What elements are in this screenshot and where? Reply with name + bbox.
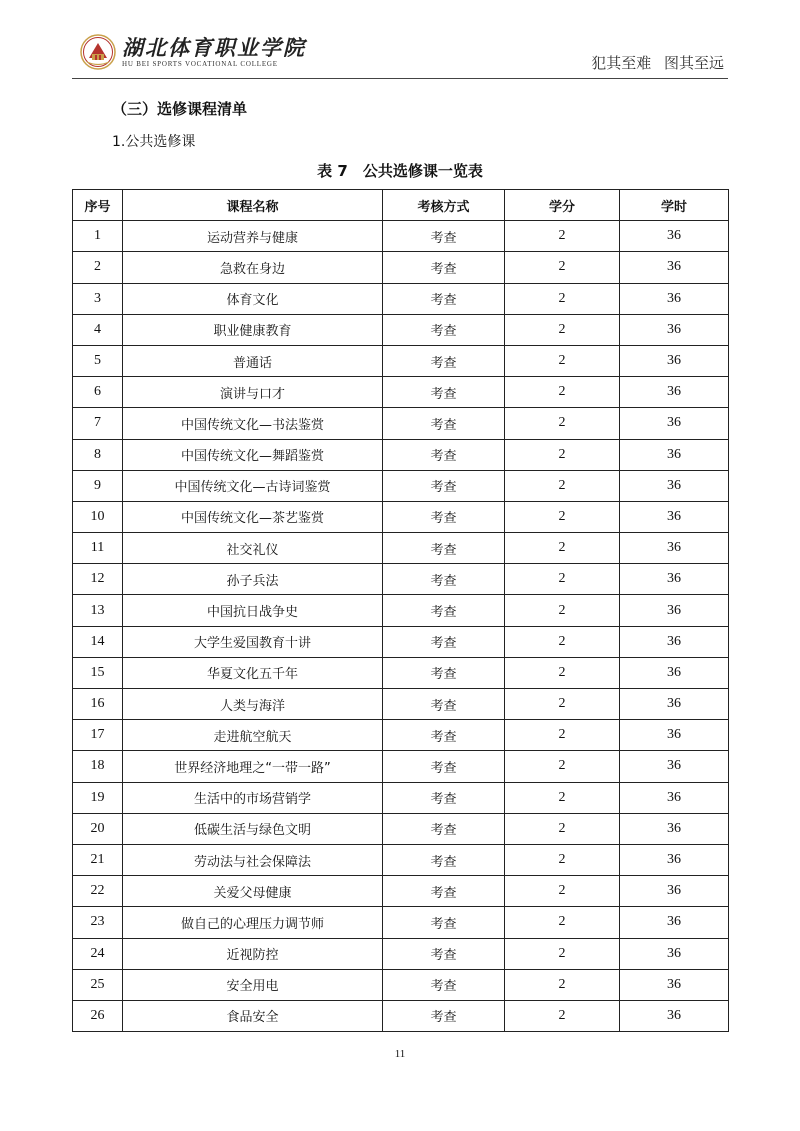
cell-credits: 2 xyxy=(505,751,620,782)
cell-course-name: 生活中的市场营销学 xyxy=(123,782,383,813)
cell-index: 12 xyxy=(73,564,123,595)
cell-hours: 36 xyxy=(620,720,729,751)
cell-course-name: 普通话 xyxy=(123,345,383,376)
cell-hours: 36 xyxy=(620,626,729,657)
cell-index: 26 xyxy=(73,1000,123,1031)
cell-index: 1 xyxy=(73,221,123,252)
cell-hours: 36 xyxy=(620,657,729,688)
cell-index: 24 xyxy=(73,938,123,969)
cell-index: 3 xyxy=(73,283,123,314)
table-row xyxy=(73,533,729,564)
cell-assessment: 考查 xyxy=(383,533,505,564)
table-row xyxy=(73,1000,729,1031)
cell-course-name: 中国传统文化—古诗词鉴赏 xyxy=(123,470,383,501)
cell-hours: 36 xyxy=(620,969,729,1000)
table-row xyxy=(73,345,729,376)
cell-index: 16 xyxy=(73,689,123,720)
cell-course-name: 中国传统文化—书法鉴赏 xyxy=(123,408,383,439)
cell-credits: 2 xyxy=(505,782,620,813)
cell-assessment: 考查 xyxy=(383,408,505,439)
cell-index: 19 xyxy=(73,782,123,813)
cell-hours: 36 xyxy=(620,595,729,626)
cell-hours: 36 xyxy=(620,470,729,501)
cell-index: 5 xyxy=(73,345,123,376)
college-motto: 犯其至难 图其至远 xyxy=(591,54,724,72)
cell-hours: 36 xyxy=(620,689,729,720)
cell-assessment: 考查 xyxy=(383,689,505,720)
cell-index: 15 xyxy=(73,657,123,688)
cell-course-name: 体育文化 xyxy=(123,283,383,314)
cell-hours: 36 xyxy=(620,844,729,875)
cell-credits: 2 xyxy=(505,408,620,439)
cell-assessment: 考查 xyxy=(383,813,505,844)
table-row xyxy=(73,408,729,439)
cell-index: 23 xyxy=(73,907,123,938)
cell-credits: 2 xyxy=(505,689,620,720)
cell-hours: 36 xyxy=(620,439,729,470)
cell-course-name: 运动营养与健康 xyxy=(123,221,383,252)
table-row xyxy=(73,938,729,969)
table-row xyxy=(73,252,729,283)
table-row xyxy=(73,314,729,345)
cell-hours: 36 xyxy=(620,876,729,907)
cell-course-name: 急救在身边 xyxy=(123,252,383,283)
cell-index: 25 xyxy=(73,969,123,1000)
cell-index: 10 xyxy=(73,501,123,532)
cell-course-name: 中国传统文化—舞蹈鉴赏 xyxy=(123,439,383,470)
cell-index: 14 xyxy=(73,626,123,657)
column-header-index: 序号 xyxy=(73,190,123,221)
cell-credits: 2 xyxy=(505,252,620,283)
table-row xyxy=(73,626,729,657)
cell-assessment: 考查 xyxy=(383,876,505,907)
table-row xyxy=(73,782,729,813)
table-row xyxy=(73,470,729,501)
cell-course-name: 职业健康教育 xyxy=(123,314,383,345)
table-row xyxy=(73,501,729,532)
header-rule xyxy=(72,78,728,79)
table-row xyxy=(73,813,729,844)
cell-assessment: 考查 xyxy=(383,377,505,408)
cell-hours: 36 xyxy=(620,283,729,314)
cell-hours: 36 xyxy=(620,533,729,564)
cell-assessment: 考查 xyxy=(383,283,505,314)
column-header-course-name: 课程名称 xyxy=(123,190,383,221)
cell-assessment: 考查 xyxy=(383,969,505,1000)
cell-assessment: 考查 xyxy=(383,720,505,751)
cell-assessment: 考查 xyxy=(383,626,505,657)
cell-credits: 2 xyxy=(505,907,620,938)
page-header xyxy=(72,30,728,78)
cell-index: 22 xyxy=(73,876,123,907)
cell-course-name: 做自己的心理压力调节师 xyxy=(123,907,383,938)
cell-course-name: 大学生爱国教育十讲 xyxy=(123,626,383,657)
cell-credits: 2 xyxy=(505,1000,620,1031)
cell-credits: 2 xyxy=(505,501,620,532)
cell-assessment: 考查 xyxy=(383,938,505,969)
cell-credits: 2 xyxy=(505,439,620,470)
cell-course-name: 社交礼仪 xyxy=(123,533,383,564)
cell-course-name: 走进航空航天 xyxy=(123,720,383,751)
cell-hours: 36 xyxy=(620,938,729,969)
cell-assessment: 考查 xyxy=(383,470,505,501)
cell-index: 11 xyxy=(73,533,123,564)
column-header-assessment: 考核方式 xyxy=(383,190,505,221)
cell-course-name: 人类与海洋 xyxy=(123,689,383,720)
table-row xyxy=(73,595,729,626)
cell-credits: 2 xyxy=(505,626,620,657)
cell-index: 18 xyxy=(73,751,123,782)
column-header-hours: 学时 xyxy=(620,190,729,221)
cell-assessment: 考查 xyxy=(383,252,505,283)
cell-hours: 36 xyxy=(620,813,729,844)
cell-credits: 2 xyxy=(505,470,620,501)
cell-course-name: 孙子兵法 xyxy=(123,564,383,595)
cell-course-name: 演讲与口才 xyxy=(123,377,383,408)
sub-heading: 1.公共选修课 xyxy=(112,134,196,150)
cell-hours: 36 xyxy=(620,221,729,252)
cell-hours: 36 xyxy=(620,345,729,376)
cell-assessment: 考查 xyxy=(383,595,505,626)
cell-course-name: 华夏文化五千年 xyxy=(123,657,383,688)
table-header-row xyxy=(73,190,729,221)
college-seal-icon xyxy=(80,34,116,70)
cell-index: 6 xyxy=(73,377,123,408)
cell-index: 13 xyxy=(73,595,123,626)
cell-credits: 2 xyxy=(505,314,620,345)
college-logo-name: 湖北体育职业学院 xyxy=(122,35,306,60)
cell-course-name: 中国抗日战争史 xyxy=(123,595,383,626)
cell-credits: 2 xyxy=(505,813,620,844)
cell-hours: 36 xyxy=(620,1000,729,1031)
table-row xyxy=(73,907,729,938)
table-row xyxy=(73,720,729,751)
page-number: 11 xyxy=(394,1048,406,1060)
cell-hours: 36 xyxy=(620,907,729,938)
cell-assessment: 考查 xyxy=(383,439,505,470)
cell-credits: 2 xyxy=(505,595,620,626)
cell-assessment: 考查 xyxy=(383,751,505,782)
table-row xyxy=(73,221,729,252)
cell-course-name: 近视防控 xyxy=(123,938,383,969)
section-heading: （三）选修课程清单 xyxy=(112,100,248,118)
cell-course-name: 中国传统文化—茶艺鉴赏 xyxy=(123,501,383,532)
table-row xyxy=(73,377,729,408)
cell-credits: 2 xyxy=(505,283,620,314)
cell-hours: 36 xyxy=(620,408,729,439)
cell-course-name: 关爱父母健康 xyxy=(123,876,383,907)
cell-hours: 36 xyxy=(620,751,729,782)
cell-assessment: 考查 xyxy=(383,907,505,938)
cell-credits: 2 xyxy=(505,876,620,907)
cell-index: 2 xyxy=(73,252,123,283)
cell-course-name: 低碳生活与绿色文明 xyxy=(123,813,383,844)
table-row xyxy=(73,283,729,314)
cell-course-name: 劳动法与社会保障法 xyxy=(123,844,383,875)
cell-index: 17 xyxy=(73,720,123,751)
column-header-credits: 学分 xyxy=(505,190,620,221)
cell-hours: 36 xyxy=(620,564,729,595)
table-row xyxy=(73,969,729,1000)
elective-course-table xyxy=(72,189,729,1032)
table-row xyxy=(73,751,729,782)
table-caption: 表 7 公共选修课一览表 xyxy=(317,162,483,180)
cell-assessment: 考查 xyxy=(383,1000,505,1031)
table-row xyxy=(73,657,729,688)
cell-assessment: 考查 xyxy=(383,657,505,688)
table-row xyxy=(73,439,729,470)
cell-hours: 36 xyxy=(620,252,729,283)
cell-assessment: 考查 xyxy=(383,501,505,532)
table-row xyxy=(73,876,729,907)
cell-index: 4 xyxy=(73,314,123,345)
cell-assessment: 考查 xyxy=(383,345,505,376)
cell-credits: 2 xyxy=(505,844,620,875)
cell-index: 8 xyxy=(73,439,123,470)
cell-credits: 2 xyxy=(505,377,620,408)
cell-assessment: 考查 xyxy=(383,564,505,595)
cell-index: 7 xyxy=(73,408,123,439)
cell-credits: 2 xyxy=(505,938,620,969)
cell-hours: 36 xyxy=(620,377,729,408)
cell-credits: 2 xyxy=(505,969,620,1000)
cell-hours: 36 xyxy=(620,782,729,813)
cell-course-name: 世界经济地理之“一带一路” xyxy=(123,751,383,782)
table-body xyxy=(73,221,729,1032)
table-row xyxy=(73,689,729,720)
cell-index: 21 xyxy=(73,844,123,875)
cell-credits: 2 xyxy=(505,564,620,595)
cell-course-name: 安全用电 xyxy=(123,969,383,1000)
cell-assessment: 考查 xyxy=(383,844,505,875)
cell-index: 20 xyxy=(73,813,123,844)
cell-credits: 2 xyxy=(505,345,620,376)
cell-credits: 2 xyxy=(505,221,620,252)
cell-assessment: 考查 xyxy=(383,221,505,252)
cell-credits: 2 xyxy=(505,533,620,564)
cell-course-name: 食品安全 xyxy=(123,1000,383,1031)
college-logo-english: HU BEI SPORTS VOCATIONAL COLLEGE xyxy=(122,60,278,68)
cell-index: 9 xyxy=(73,470,123,501)
cell-assessment: 考查 xyxy=(383,782,505,813)
table-row xyxy=(73,844,729,875)
cell-assessment: 考查 xyxy=(383,314,505,345)
cell-hours: 36 xyxy=(620,501,729,532)
cell-hours: 36 xyxy=(620,314,729,345)
table-row xyxy=(73,564,729,595)
cell-credits: 2 xyxy=(505,657,620,688)
cell-credits: 2 xyxy=(505,720,620,751)
